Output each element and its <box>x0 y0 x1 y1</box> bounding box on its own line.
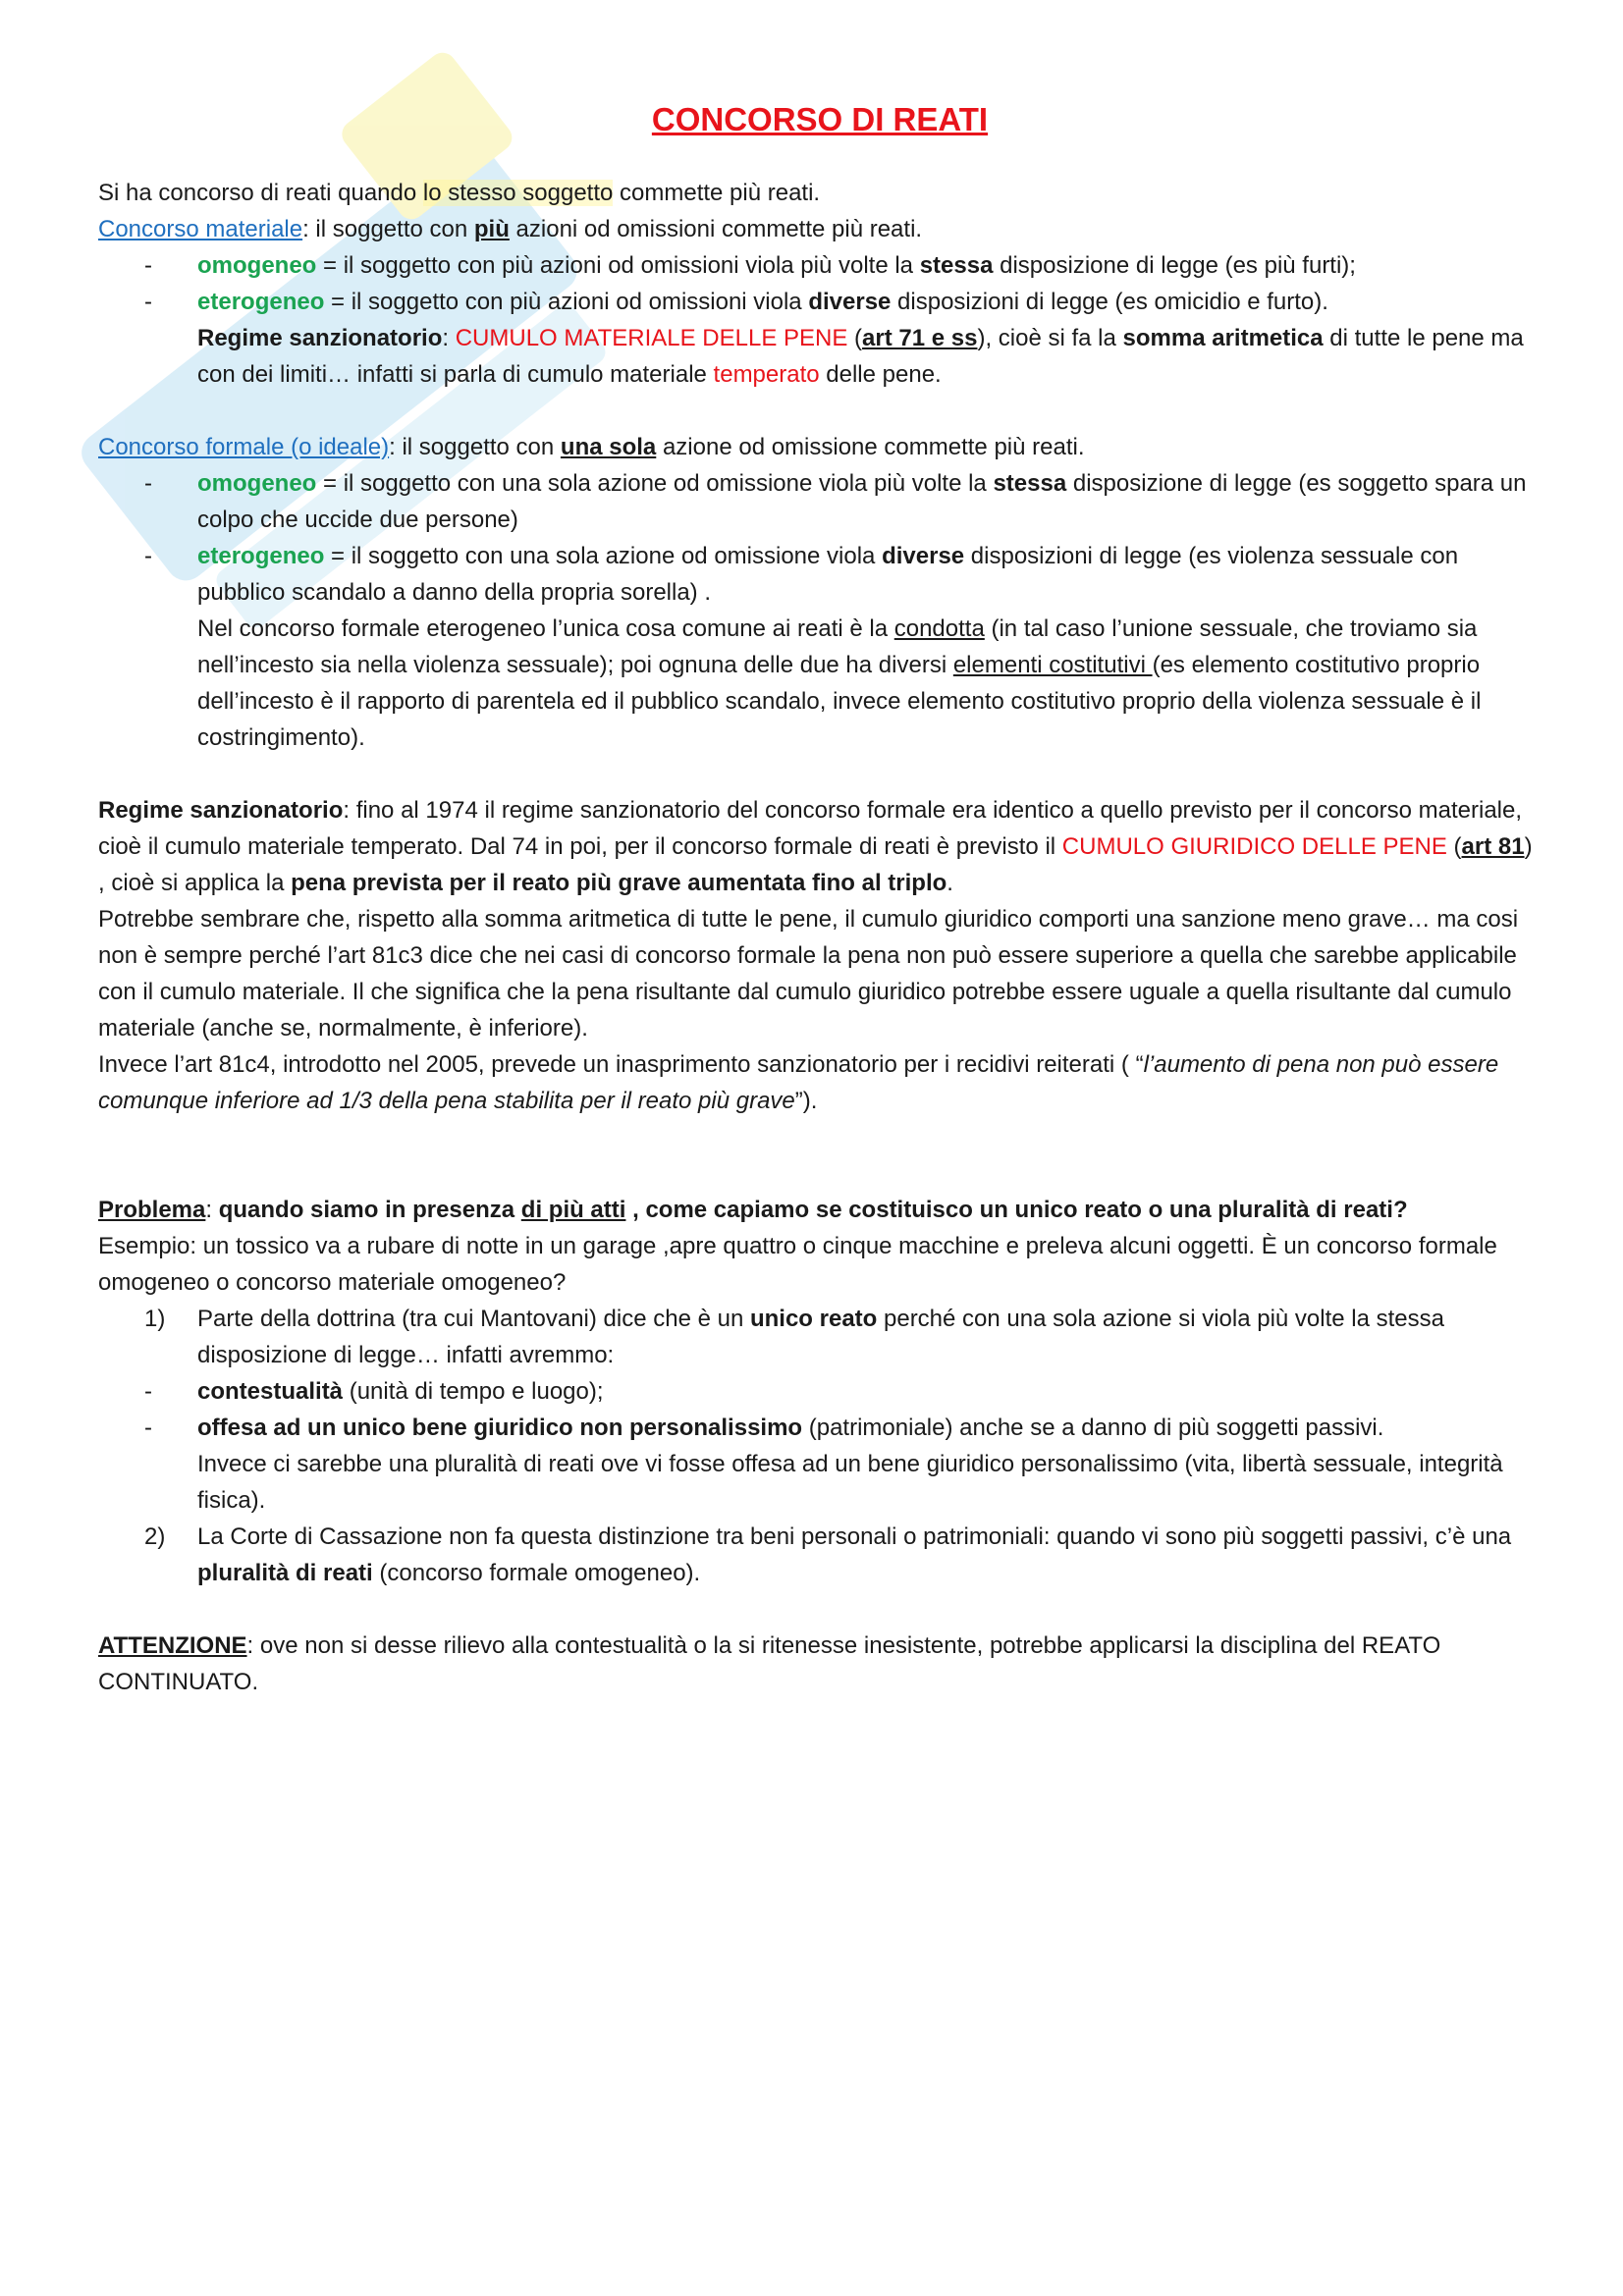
attenzione-paragraph: ATTENZIONE: ove non si desse rilievo alla contestualità o la si ritenesse inesistente, potrebbe applicarsi la disciplina del REATO CONTINUATO. <box>98 1632 1441 1695</box>
list-item-continuation: Invece ci sarebbe una pluralità di reati ove vi fosse offesa ad un bene giuridico personalissimo (vita, libertà sessuale, integrità fisica). <box>197 1451 1503 1514</box>
numbered-item: 1) Parte della dottrina (tra cui Mantovani) dice che è un unico reato perché con una sola azione si viola più volte la stessa disposizione di legge… infatti avremmo: <box>98 1301 1542 1373</box>
term-eterogeneo: eterogeneo <box>197 289 325 315</box>
formale-eterogeneo-note: Nel concorso formale eterogeneo l’unica cosa comune ai reati è la condotta (in tal caso l’unione sessuale, che troviamo sia nell’incesto sia nella violenza sessuale); poi ognuna delle due ha diversi elementi costitutivi (es elemento costitutivo proprio dell’incesto è il rapporto di parentela ed il pubblico scandalo, invece elemento costitutivo proprio della violenza sessuale è il costringimento). <box>197 615 1482 751</box>
list-dash: - <box>144 252 152 279</box>
numbered-item: 2) La Corte di Cassazione non fa questa distinzione tra beni personali o patrimoniali: quando vi sono più soggetti passivi, c’è una pluralità di reati (concorso formale omogeneo). <box>98 1519 1542 1591</box>
list-dash: - <box>144 470 152 497</box>
term-omogeneo: omogeneo <box>197 252 317 279</box>
document-title: CONCORSO DI REATI <box>651 101 989 137</box>
concorso-materiale-definition: Concorso materiale: il soggetto con più azioni od omissioni commette più reati. <box>98 216 923 242</box>
list-item: - offesa ad un unico bene giuridico non personalissimo (patrimoniale) anche se a danno di più soggetti passivi. Invece ci sarebbe una pluralità di reati ove vi fosse offesa ad un bene giuridico personalissimo (vita, libertà sessuale, integrità fisica). <box>98 1410 1542 1519</box>
cumulo-giuridico-paragraph: Potrebbe sembrare che, rispetto alla somma aritmetica di tutte le pene, il cumulo giuridico comporti una sanzione meno grave… ma cosi non è sempre perché l’art 81c3 dice che nei casi di concorso formale la pena non può essere superiore a quella che sarebbe applicabile con il cumulo materiale. Il che significa che la pena risultante dal cumulo giuridico potrebbe essere uguale a quella risultante dal cumulo materiale (anche se, normalmente, è inferiore). <box>98 906 1519 1041</box>
concorso-materiale-heading: Concorso materiale <box>98 216 303 242</box>
problema-heading: Problema <box>98 1197 206 1223</box>
list-item: - contestualità (unità di tempo e luogo); <box>98 1373 1542 1410</box>
highlighted-text: lo stesso soggetto <box>422 180 614 206</box>
intro-paragraph: Si ha concorso di reati quando lo stesso soggetto commette più reati. <box>98 180 821 206</box>
concorso-formale-heading: Concorso formale (o ideale) <box>98 434 390 460</box>
regime-formale-paragraph: Regime sanzionatorio: fino al 1974 il regime sanzionatorio del concorso formale era identico a quello previsto per il concorso materiale, cioè il cumulo materiale temperato. Dal 74 in poi, per il concorso formale di reati è previsto il CUMULO GIURIDICO DELLE PENE (art 81) , cioè si applica la pena prevista per il reato più grave aumentata fino al triplo. <box>98 797 1533 896</box>
regime-materiale-paragraph: Regime sanzionatorio: CUMULO MATERIALE DELLE PENE (art 71 e ss), cioè si fa la somma aritmetica di tutte le pene ma con dei limiti… infatti si parla di cumulo materiale temperato delle pene. <box>197 325 1524 388</box>
document-page <box>98 98 1542 1700</box>
list-dash: - <box>144 1415 152 1441</box>
list-item: - eterogeneo = il soggetto con più azioni od omissioni viola diverse disposizioni di legge (es omicidio e furto). <box>98 284 1542 320</box>
list-number: 1) <box>144 1306 166 1332</box>
list-dash: - <box>144 289 152 315</box>
art-81c4-paragraph: Invece l’art 81c4, introdotto nel 2005, prevede un inasprimento sanzionatorio per i recidivi reiterati ( “l’aumento di pena non può essere comunque inferiore ad 1/3 della pena stabilita per il reato più grave”). <box>98 1051 1499 1114</box>
attenzione-heading: ATTENZIONE <box>98 1632 247 1659</box>
list-item: - omogeneo = il soggetto con più azioni od omissioni viola più volte la stessa disposizione di legge (es più furti); <box>98 247 1542 284</box>
term-eterogeneo: eterogeneo <box>197 543 325 569</box>
list-number: 2) <box>144 1523 166 1550</box>
concorso-formale-definition: Concorso formale (o ideale): il soggetto con una sola azione od omissione commette più reati. <box>98 434 1085 460</box>
list-item: - omogeneo = il soggetto con una sola azione od omissione viola più volte la stessa disposizione di legge (es soggetto spara un colpo che uccide due persone) <box>98 465 1542 538</box>
list-dash: - <box>144 543 152 569</box>
list-item: - eterogeneo = il soggetto con una sola azione od omissione viola diverse disposizioni di legge (es violenza sessuale con pubblico scandalo a danno della propria sorella) . <box>98 538 1542 611</box>
list-dash: - <box>144 1378 152 1405</box>
term-omogeneo: omogeneo <box>197 470 317 497</box>
esempio-paragraph: Esempio: un tossico va a rubare di notte in un garage ,apre quattro o cinque macchine e preleva alcuni oggetti. È un concorso formale omogeneo o concorso materiale omogeneo? <box>98 1233 1497 1296</box>
problema-question: Problema: quando siamo in presenza di più atti , come capiamo se costituisco un unico reato o una pluralità di reati? <box>98 1197 1408 1223</box>
